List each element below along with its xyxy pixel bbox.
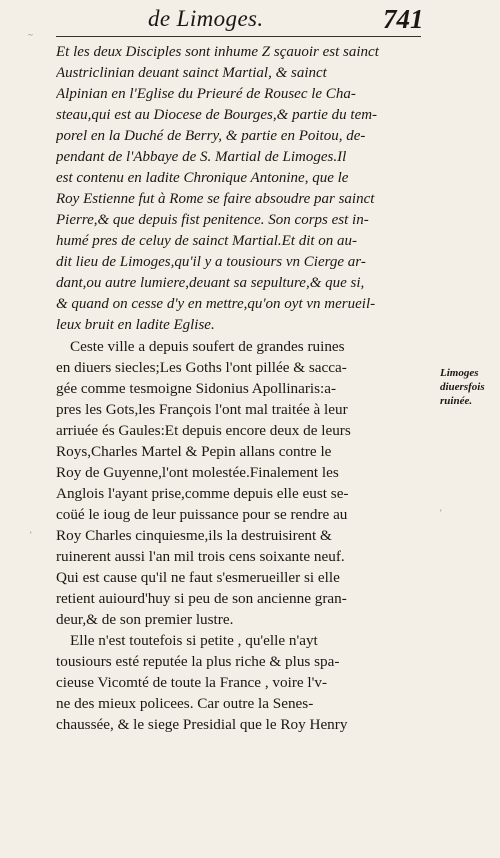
- text-line: Ceste ville a depuis soufert de grandes ruines: [70, 338, 345, 355]
- text-line: chaussée, & le siege Presidial que le Roy Henry: [56, 716, 348, 733]
- text-line: Roy Estienne fut à Rome se faire absoudre par sainct: [56, 191, 375, 207]
- text-line: cieuse Vicomté de toute la France , voire l'v-: [56, 674, 328, 691]
- text-line: porel en la Duché de Berry, & partie en Poitou, de-: [56, 128, 366, 144]
- running-head: de Limoges.: [148, 6, 264, 31]
- text-line: coüé le ioug de leur puissance pour se rendre au: [56, 506, 348, 523]
- margin-note: Limoges: [440, 367, 479, 379]
- marginal-mark: ': [440, 508, 442, 518]
- text-line: gée comme tesmoigne Sidonius Apollinaris:a-: [56, 380, 337, 397]
- margin-note: diuersfois: [440, 381, 485, 393]
- text-line: Et les deux Disciples sont inhume Z sçauoir est sainct: [56, 44, 379, 60]
- text-line: & quand on cesse d'y en mettre,qu'on oyt vn merueil-: [56, 296, 376, 312]
- margin-note: ruinée.: [440, 395, 473, 407]
- text-line: leux bruit en ladite Eglise.: [56, 317, 215, 333]
- text-line: Austriclinian deuant sainct Martial, & sainct: [56, 65, 327, 81]
- page-header: [0, 6, 500, 38]
- text-line: Anglois l'ayant prise,comme depuis elle eust se-: [56, 485, 349, 502]
- text-line: est contenu en ladite Chronique Antonine, que le: [56, 170, 349, 186]
- header-rule: [56, 36, 421, 37]
- text-line: deur,& de son premier lustre.: [56, 611, 234, 628]
- text-line: arriuée és Gaules:Et depuis encore deux de leurs: [56, 422, 351, 439]
- text-line: Qui est cause qu'il ne faut s'esmerueiller si elle: [56, 569, 340, 586]
- text-line: Roy Charles cinquiesme,ils la destruisirent &: [56, 527, 332, 544]
- text-line: tousiours esté reputée la plus riche & plus spa-: [56, 653, 340, 670]
- text-line: Pierre,& que depuis fist penitence. Son corps est in-: [56, 212, 369, 228]
- text-line: en diuers siecles;Les Goths l'ont pillée & sacca-: [56, 359, 347, 376]
- text-line: dant,ou autre lumiere,deuant sa sepulture,& que si,: [56, 275, 365, 291]
- text-line: pres les Gots,les François l'ont mal traitée à leur: [56, 401, 348, 418]
- marginal-mark: ~: [28, 30, 33, 40]
- text-line: steau,qui est au Diocese de Bourges,& partie du tem-: [56, 107, 378, 123]
- text-line: humé pres de celuy de sainct Martial.Et dit on au-: [56, 233, 358, 249]
- margin-notes: [440, 366, 500, 408]
- text-line: ne des mieux policees. Car outre la Senes-: [56, 695, 314, 712]
- page-number: 741: [383, 4, 424, 34]
- marginal-mark: ': [30, 530, 32, 540]
- text-line: Roys,Charles Martel & Pepin allans contre le: [56, 443, 332, 460]
- text-line: retient auiourd'huy si peu de son ancienne gran-: [56, 590, 347, 607]
- text-line: pendant de l'Abbaye de S. Martial de Limoges.Il: [56, 149, 347, 165]
- text-line: Roy de Guyenne,l'ont molestée.Finalement les: [56, 464, 339, 481]
- body-text: [56, 42, 428, 735]
- text-line: Alpinian en l'Eglise du Prieuré de Rousec le Cha-: [56, 86, 356, 102]
- text-line: dit lieu de Limoges,qu'il y a tousiours vn Cierge ar-: [56, 254, 366, 270]
- text-line: Elle n'est toutefois si petite , qu'elle n'ayt: [70, 632, 318, 649]
- text-line: ruinerent aussi l'an mil trois cens soixante neuf.: [56, 548, 345, 565]
